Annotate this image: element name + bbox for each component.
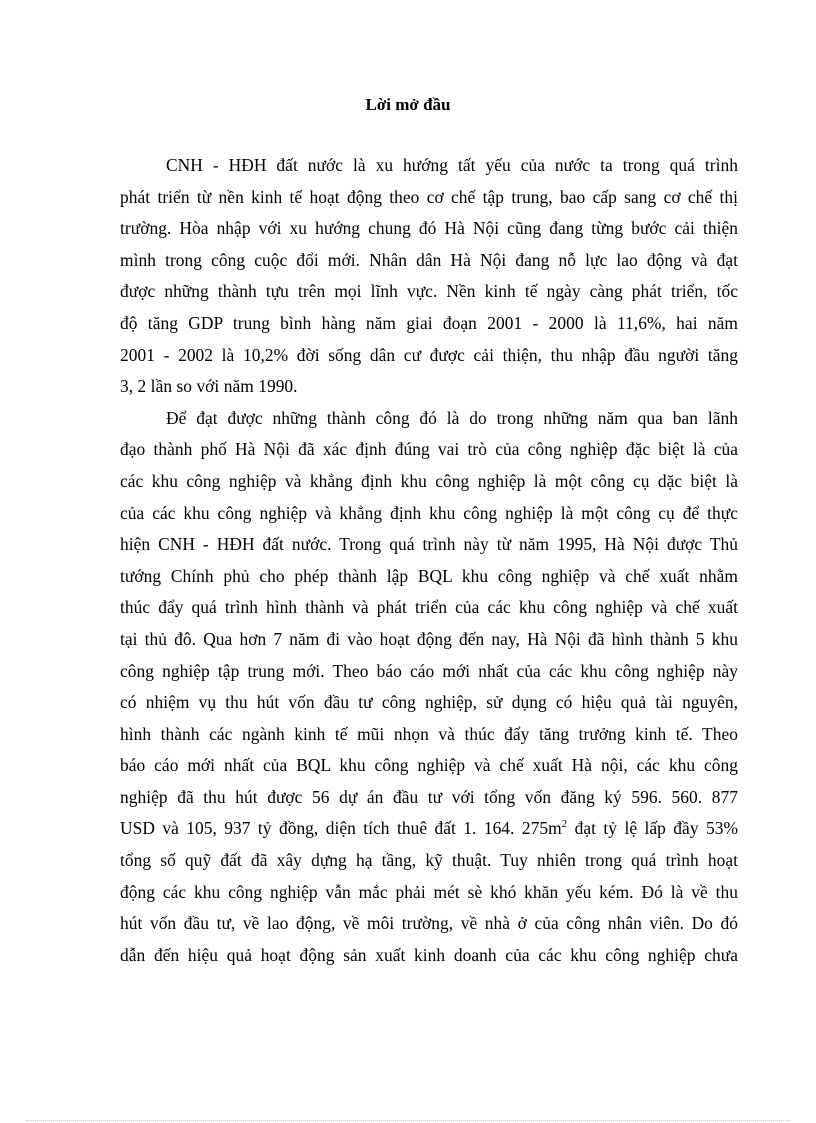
text-line: Để đạt được những thành công đó là do trong những năm qua ban lãnh: [166, 407, 738, 428]
text-line: 3, 2 lần so với năm 1990.: [120, 376, 298, 397]
text-line: độ tăng GDP trung bình hàng năm giai đoạn 2001 - 2000 là 11,6%, hai năm: [120, 312, 738, 333]
area-superscript: 2: [561, 818, 568, 831]
text-line: đạo thành phố Hà Nội đã xác định đúng vai trò của công nghiệp đặc biệt là của: [120, 439, 738, 460]
text-line: tại thủ đô. Qua hơn 7 năm đi vào hoạt động đến nay, Hà Nội đã hình thành 5 khu: [120, 628, 738, 649]
text-line: tướng Chính phủ cho phép thành lập BQL khu công nghiệp và chế xuất nhằm: [120, 565, 738, 586]
text-line: mình trong công cuộc đổi mới. Nhân dân Hà Nội đang nỗ lực lao động và đạt: [120, 249, 738, 270]
text-line: phát triển từ nền kinh tế hoạt động theo cơ chế tập trung, bao cấp sang cơ chế thị: [120, 186, 738, 207]
text-line-area: [120, 813, 738, 845]
text-line: của các khu công nghiệp và khẳng định khu công nghiệp là một công cụ để thực: [120, 502, 738, 523]
text-line: được những thành tựu trên mọi lĩnh vực. Nền kinh tế ngày càng phát triển, tốc: [120, 281, 738, 302]
text-line: hiện CNH - HĐH đất nước. Trong quá trình này từ năm 1995, Hà Nội được Thủ: [120, 534, 738, 555]
text-line: thúc đẩy quá trình hình thành và phát triển của các khu công nghiệp và chế xuất: [120, 597, 738, 618]
text-line: CNH - HĐH đất nước là xu hướng tất yếu của nước ta trong quá trình: [166, 155, 738, 175]
text-line: dẫn đến hiệu quả hoạt động sản xuất kinh doanh của các khu công nghiệp chưa: [120, 944, 738, 965]
text-line: tổng số quỹ đất đã xây dựng hạ tầng, kỹ thuật. Tuy nhiên trong quá trình hoạt: [120, 850, 738, 871]
text-line: động các khu công nghiệp vẫn mắc phải mét sè khó khăn yếu kém. Đó là về thu: [120, 881, 738, 902]
document-body: [120, 150, 738, 971]
text-line: hình thành các ngành kinh tế mũi nhọn và thúc đẩy tăng trưởng kinh tế. Theo: [120, 723, 738, 744]
area-text-before: USD và 105, 937 tỷ đồng, diện tích thuê đất 1. 164. 275m: [120, 818, 562, 839]
page-title: Lời mở đầu: [365, 95, 451, 114]
page-bottom-divider: [26, 1120, 790, 1121]
text-line: trường. Hòa nhập với xu hướng chung đó Hà Nội cũng đang từng bước cải thiện: [120, 218, 738, 239]
text-line: 2001 - 2002 là 10,2% đời sống dân cư được cải thiện, thu nhập đầu người tăng: [120, 344, 738, 365]
area-text-after: đạt tỷ lệ lấp đầy 53%: [567, 818, 738, 839]
text-line: nghiệp đã thu hút được 56 dự án đầu tư với tổng vốn đăng ký 596. 560. 877: [120, 786, 738, 807]
text-line: báo cáo mới nhất của BQL khu công nghiệp và chế xuất Hà nội, các khu công: [120, 755, 738, 776]
text-line: hút vốn đầu tư, về lao động, về môi trường, về nhà ở của công nhân viên. Do đó: [120, 913, 738, 934]
text-line: có nhiệm vụ thu hút vốn đầu tư công nghiệp, sử dụng có hiệu quả tài nguyên,: [120, 692, 738, 713]
text-line: các khu công nghiệp và khẳng định khu công nghiệp là một công cụ dặc biệt là: [120, 470, 738, 491]
text-line: công nghiệp tập trung mới. Theo báo cáo mới nhất của các khu công nghiệp này: [120, 660, 738, 681]
